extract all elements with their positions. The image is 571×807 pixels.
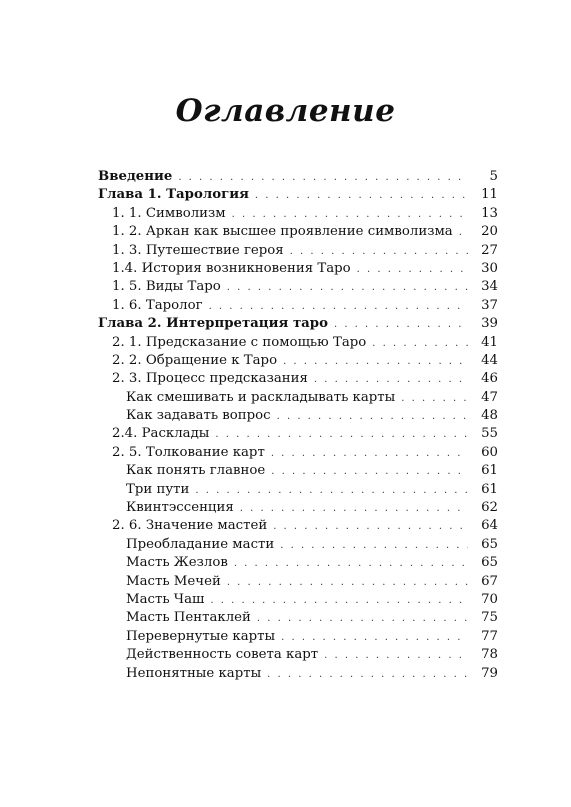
dot-leader xyxy=(334,316,468,334)
toc-page-number: 13 xyxy=(481,205,498,221)
toc-page-number: 77 xyxy=(481,628,498,644)
toc-page-number: 55 xyxy=(481,426,498,442)
table-of-contents xyxy=(98,168,498,683)
toc-entry-label: Масть Чаш xyxy=(126,591,205,607)
dot-leader xyxy=(271,445,468,463)
toc-chapter[interactable] xyxy=(98,186,498,204)
toc-entry-label: 1. 5. Виды Таро xyxy=(112,279,221,295)
dot-leader xyxy=(209,298,468,316)
toc-entry[interactable] xyxy=(98,223,498,241)
toc-entry[interactable] xyxy=(98,278,498,296)
toc-entry[interactable] xyxy=(98,462,498,480)
toc-entry[interactable] xyxy=(98,481,498,499)
dot-leader xyxy=(401,390,468,408)
toc-page-number: 78 xyxy=(481,647,498,663)
toc-entry-label: Масть Пентаклей xyxy=(126,610,251,626)
toc-entry-label: Как смешивать и раскладывать карты xyxy=(126,389,396,405)
toc-page-number: 39 xyxy=(481,316,498,332)
toc-entry-label: 1. 1. Символизм xyxy=(112,205,226,221)
toc-entry[interactable] xyxy=(98,260,498,278)
toc-entry-label: Квинтэссенция xyxy=(126,500,234,516)
dot-leader xyxy=(240,500,468,518)
toc-chapter[interactable] xyxy=(98,315,498,333)
toc-page-number: 67 xyxy=(481,573,498,589)
toc-entry[interactable] xyxy=(98,425,498,443)
toc-entry-label: 2. 6. Значение мастей xyxy=(112,518,268,534)
dot-leader xyxy=(372,335,468,353)
toc-entry-label: Масть Жезлов xyxy=(126,555,228,571)
dot-leader xyxy=(281,629,468,647)
toc-page-number: 70 xyxy=(481,591,498,607)
toc-page-number: 47 xyxy=(481,389,498,405)
dot-leader xyxy=(283,353,468,371)
toc-entry[interactable] xyxy=(98,609,498,627)
toc-page-number: 41 xyxy=(481,334,498,350)
toc-entry-label: Как задавать вопрос xyxy=(126,408,271,424)
toc-entry[interactable] xyxy=(98,591,498,609)
page-title: Оглавление xyxy=(175,92,396,129)
toc-entry[interactable] xyxy=(98,389,498,407)
toc-page-number: 62 xyxy=(481,500,498,516)
dot-leader xyxy=(215,426,468,444)
toc-page-number: 27 xyxy=(481,242,498,258)
toc-page-number: 34 xyxy=(481,279,498,295)
toc-entry[interactable] xyxy=(98,646,498,664)
dot-leader xyxy=(257,610,468,628)
toc-entry-label: 2. 5. Толкование карт xyxy=(112,444,265,460)
toc-entry-label: 2. 1. Предсказание с помощью Таро xyxy=(112,334,367,350)
toc-entry-label: Глава 2. Интерпретация таро xyxy=(98,316,328,332)
toc-entry[interactable] xyxy=(98,205,498,223)
toc-entry[interactable] xyxy=(98,444,498,462)
dot-leader xyxy=(255,187,468,205)
toc-entry-label: Глава 1. Тарология xyxy=(98,187,249,203)
toc-entry[interactable] xyxy=(98,499,498,517)
dot-leader xyxy=(234,555,468,573)
toc-page-number: 5 xyxy=(489,169,498,184)
toc-chapter[interactable] xyxy=(98,168,498,186)
toc-entry-label: Введение xyxy=(98,169,173,184)
dot-leader xyxy=(280,537,468,555)
toc-entry[interactable] xyxy=(98,665,498,683)
toc-entry-label: Действенность совета карт xyxy=(126,647,319,663)
toc-entry[interactable] xyxy=(98,407,498,425)
toc-page-number: 65 xyxy=(481,555,498,571)
toc-entry[interactable] xyxy=(98,370,498,388)
toc-entry-label: 1. 6. Таролог xyxy=(112,297,203,313)
dot-leader xyxy=(178,169,468,187)
toc-entry-label: Преобладание масти xyxy=(126,536,275,552)
dot-leader xyxy=(227,574,468,592)
toc-entry[interactable] xyxy=(98,573,498,591)
dot-leader xyxy=(195,482,468,500)
toc-entry[interactable] xyxy=(98,352,498,370)
toc-entry-label: Как понять главное xyxy=(126,463,266,479)
toc-page-number: 30 xyxy=(481,260,498,276)
toc-page-number: 60 xyxy=(481,444,498,460)
toc-page-number: 61 xyxy=(481,463,498,479)
dot-leader xyxy=(290,243,468,261)
toc-entry[interactable] xyxy=(98,554,498,572)
toc-entry[interactable] xyxy=(98,536,498,554)
toc-page-number: 65 xyxy=(481,536,498,552)
toc-entry-label: Непонятные карты xyxy=(126,665,262,681)
toc-page-number: 64 xyxy=(481,518,498,534)
toc-entry[interactable] xyxy=(98,297,498,315)
dot-leader xyxy=(227,279,468,297)
toc-page-number: 79 xyxy=(481,665,498,681)
toc-entry-label: 1. 3. Путешествие героя xyxy=(112,242,284,258)
dot-leader xyxy=(273,518,468,536)
toc-entry-label: Перевернутые карты xyxy=(126,628,276,644)
toc-page-number: 20 xyxy=(481,224,498,240)
toc-page-number: 48 xyxy=(481,408,498,424)
toc-entry-label: 1.4. История возникновения Таро xyxy=(112,260,351,276)
toc-entry[interactable] xyxy=(98,517,498,535)
toc-entry-label: 2. 3. Процесс предсказания xyxy=(112,371,308,387)
toc-page-number: 11 xyxy=(481,187,498,203)
dot-leader xyxy=(324,647,468,665)
toc-page-number: 37 xyxy=(481,297,498,313)
toc-entry-label: Масть Мечей xyxy=(126,573,221,589)
toc-page-number: 44 xyxy=(481,352,498,368)
toc-entry-label: 2. 2. Обращение к Таро xyxy=(112,352,278,368)
dot-leader xyxy=(459,224,468,242)
dot-leader xyxy=(314,371,468,389)
toc-entry[interactable] xyxy=(98,628,498,646)
toc-entry[interactable] xyxy=(98,242,498,260)
dot-leader xyxy=(210,592,468,610)
dot-leader xyxy=(267,666,468,684)
dot-leader xyxy=(357,261,468,279)
dot-leader xyxy=(271,463,468,481)
dot-leader xyxy=(277,408,468,426)
toc-page-number: 75 xyxy=(481,610,498,626)
toc-page-number: 46 xyxy=(481,371,498,387)
toc-entry[interactable] xyxy=(98,334,498,352)
toc-entry-label: 2.4. Расклады xyxy=(112,426,210,442)
toc-entry-label: 1. 2. Аркан как высшее проявление символизма xyxy=(112,224,453,240)
toc-entry-label: Три пути xyxy=(126,481,190,497)
dot-leader xyxy=(232,206,468,224)
toc-page-number: 61 xyxy=(481,481,498,497)
